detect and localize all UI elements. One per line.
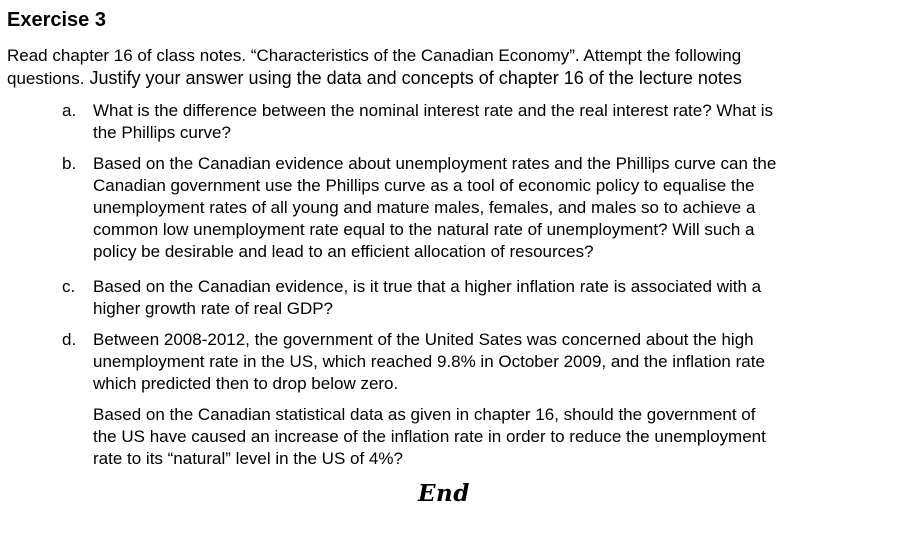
question-line: the US have caused an increase of the inflation rate in order to reduce the unemployment <box>93 427 766 446</box>
question-line: Based on the Canadian evidence, is it true that a higher inflation rate is associated with a <box>93 277 762 296</box>
question-line: Based on the Canadian statistical data as given in chapter 16, should the government of <box>93 405 756 424</box>
exercise-title: Exercise 3 <box>7 9 106 31</box>
question-text <box>93 276 873 320</box>
question-line: Based on the Canadian evidence about unemployment rates and the Phillips curve can the <box>93 154 777 173</box>
question-line: higher growth rate of real GDP? <box>93 299 334 318</box>
question-line: What is the difference between the nominal interest rate and the real interest rate? What is <box>93 101 774 120</box>
question-text <box>93 153 873 263</box>
question-line: rate to its “natural” level in the US of 4%? <box>93 449 403 468</box>
question-line: policy be desirable and lead to an efficient allocation of resources? <box>93 242 594 261</box>
question-text <box>93 404 873 470</box>
intro-paragraph <box>7 45 897 90</box>
question-text <box>93 100 873 144</box>
question-text <box>93 329 873 395</box>
question-letter: d. <box>62 330 77 349</box>
question-line: Between 2008-2012, the government of the United Sates was concerned about the high <box>93 330 754 349</box>
question-line: the Phillips curve? <box>93 123 231 142</box>
intro-line <box>7 67 897 90</box>
intro-rest: Justify your answer using the data and concepts of chapter 16 of the lecture notes <box>84 68 742 88</box>
question-line: Canadian government use the Phillips curve as a tool of economic policy to equalise the <box>93 176 755 195</box>
question-line: common low unemployment rate equal to the natural rate of unemployment? Will such a <box>93 220 755 239</box>
intro-line: Read chapter 16 of class notes. “Characteristics of the Canadian Economy”. Attempt the following <box>7 46 742 65</box>
question-letter: a. <box>62 101 77 120</box>
question-letter: b. <box>62 154 77 173</box>
end-signature: End <box>418 480 470 507</box>
question-letter: c. <box>62 277 76 296</box>
question-line: unemployment rate in the US, which reached 9.8% in October 2009, and the inflation rate <box>93 352 765 371</box>
question-line: unemployment rates of all young and mature males, females, and males so to achieve a <box>93 198 756 217</box>
intro-lead: questions. <box>7 69 85 88</box>
question-line: which predicted then to drop below zero. <box>93 374 399 393</box>
